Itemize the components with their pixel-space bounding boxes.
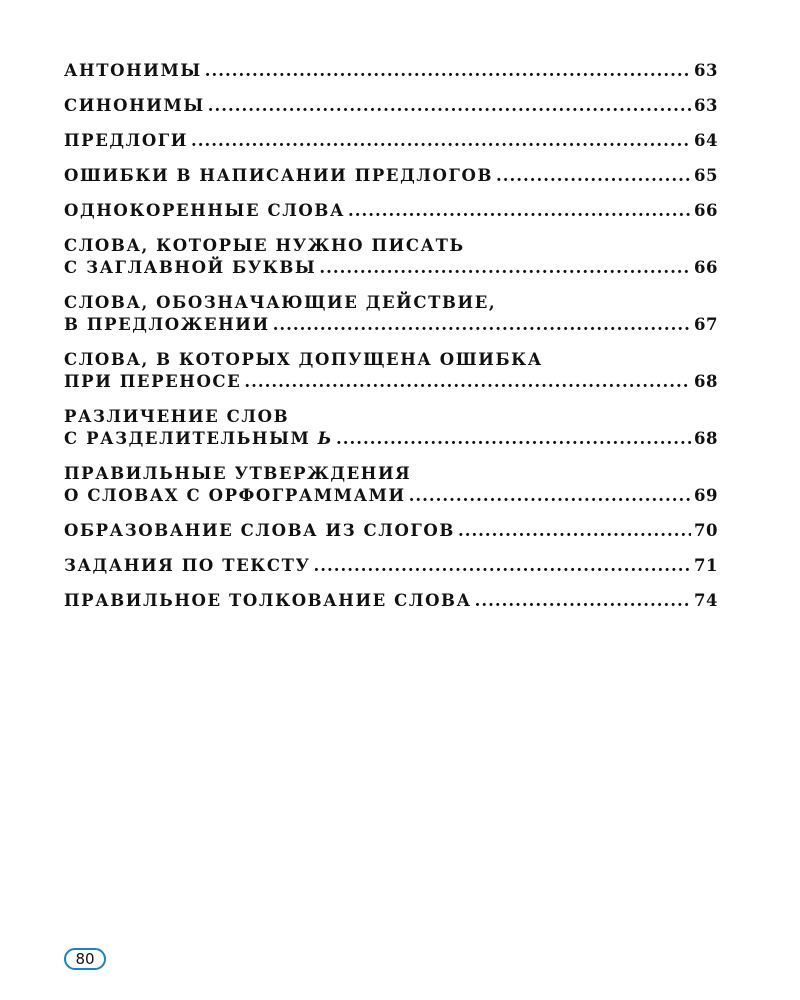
dot-leader xyxy=(208,95,691,117)
toc-entry-text-tasks xyxy=(64,555,718,577)
dot-leader xyxy=(458,520,691,542)
toc-entry-title-text: С РАЗДЕЛИТЕЛЬНЫМ xyxy=(64,429,311,448)
toc-page-number: 71 xyxy=(694,556,718,575)
dot-leader xyxy=(314,555,692,577)
dot-leader xyxy=(348,200,691,222)
toc-entry-title: АНТОНИМЫ xyxy=(64,61,202,80)
toc-page-number: 66 xyxy=(694,201,718,220)
toc-entry-capital-letter-words xyxy=(64,235,718,279)
dot-leader xyxy=(336,428,691,450)
toc-entry-action-words xyxy=(64,292,718,336)
dot-leader xyxy=(319,257,691,279)
toc-entry-preposition-errors xyxy=(64,165,718,187)
toc-entry-spelling-statements xyxy=(64,463,718,507)
toc-entry-title: РАЗЛИЧЕНИЕ СЛОВ xyxy=(64,407,290,426)
dot-leader xyxy=(205,60,691,82)
toc-entry-word-interpretation xyxy=(64,590,718,612)
toc-entry-title: ОБРАЗОВАНИЕ СЛОВА ИЗ СЛОГОВ xyxy=(64,521,455,540)
dot-leader xyxy=(496,165,691,187)
dot-leader xyxy=(191,130,691,152)
dot-leader xyxy=(475,590,691,612)
toc-entry-title-continued: О СЛОВАХ С ОРФОГРАММАМИ xyxy=(64,486,406,505)
page-number-badge: 80 xyxy=(64,948,106,970)
toc-entry-title-continued: С ЗАГЛАВНОЙ БУКВЫ xyxy=(64,258,317,277)
toc-entry-title-continued: ПРИ ПЕРЕНОСЕ xyxy=(64,372,242,391)
soft-sign-letter: Ь xyxy=(317,429,333,448)
toc-entry-prepositions xyxy=(64,130,718,152)
toc-page-number: 63 xyxy=(694,61,718,80)
dot-leader xyxy=(409,485,691,507)
toc-entry-title-continued: В ПРЕДЛОЖЕНИИ xyxy=(64,315,270,334)
toc-entry-title: ЗАДАНИЯ ПО ТЕКСТУ xyxy=(64,556,311,575)
toc-entry-antonyms xyxy=(64,60,718,82)
toc-entry-title-continued xyxy=(64,428,333,450)
toc-entry-synonyms xyxy=(64,95,718,117)
toc-page-number: 65 xyxy=(694,166,718,185)
toc-page-number: 74 xyxy=(694,591,718,610)
toc-entry-title: ПРЕДЛОГИ xyxy=(64,131,188,150)
toc-entry-soft-sign-distinction xyxy=(64,406,718,450)
toc-entry-title: СЛОВА, В КОТОРЫХ ДОПУЩЕНА ОШИБКА xyxy=(64,350,543,369)
toc-entry-title: ПРАВИЛЬНЫЕ УТВЕРЖДЕНИЯ xyxy=(64,464,412,483)
toc-page-number: 66 xyxy=(694,258,718,277)
toc-page-number: 68 xyxy=(694,429,718,448)
table-of-contents xyxy=(64,60,718,625)
toc-entry-title: СЛОВА, ОБОЗНАЧАЮЩИЕ ДЕЙСТВИЕ, xyxy=(64,293,497,312)
toc-entry-title: СИНОНИМЫ xyxy=(64,96,205,115)
toc-entry-title: СЛОВА, КОТОРЫЕ НУЖНО ПИСАТЬ xyxy=(64,236,465,255)
toc-entry-hyphenation-errors xyxy=(64,349,718,393)
toc-page-number: 70 xyxy=(694,521,718,540)
toc-page-number: 67 xyxy=(694,315,718,334)
toc-page-number: 68 xyxy=(694,372,718,391)
toc-page-number: 69 xyxy=(694,486,718,505)
toc-entry-word-from-syllables xyxy=(64,520,718,542)
toc-entry-title: ОШИБКИ В НАПИСАНИИ ПРЕДЛОГОВ xyxy=(64,166,494,185)
toc-entry-title: ПРАВИЛЬНОЕ ТОЛКОВАНИЕ СЛОВА xyxy=(64,591,472,610)
dot-leader xyxy=(273,314,691,336)
dot-leader xyxy=(244,371,691,393)
toc-entry-title: ОДНОКОРЕННЫЕ СЛОВА xyxy=(64,201,345,220)
toc-entry-cognate-words xyxy=(64,200,718,222)
toc-page-number: 63 xyxy=(694,96,718,115)
toc-page-number: 64 xyxy=(694,131,718,150)
